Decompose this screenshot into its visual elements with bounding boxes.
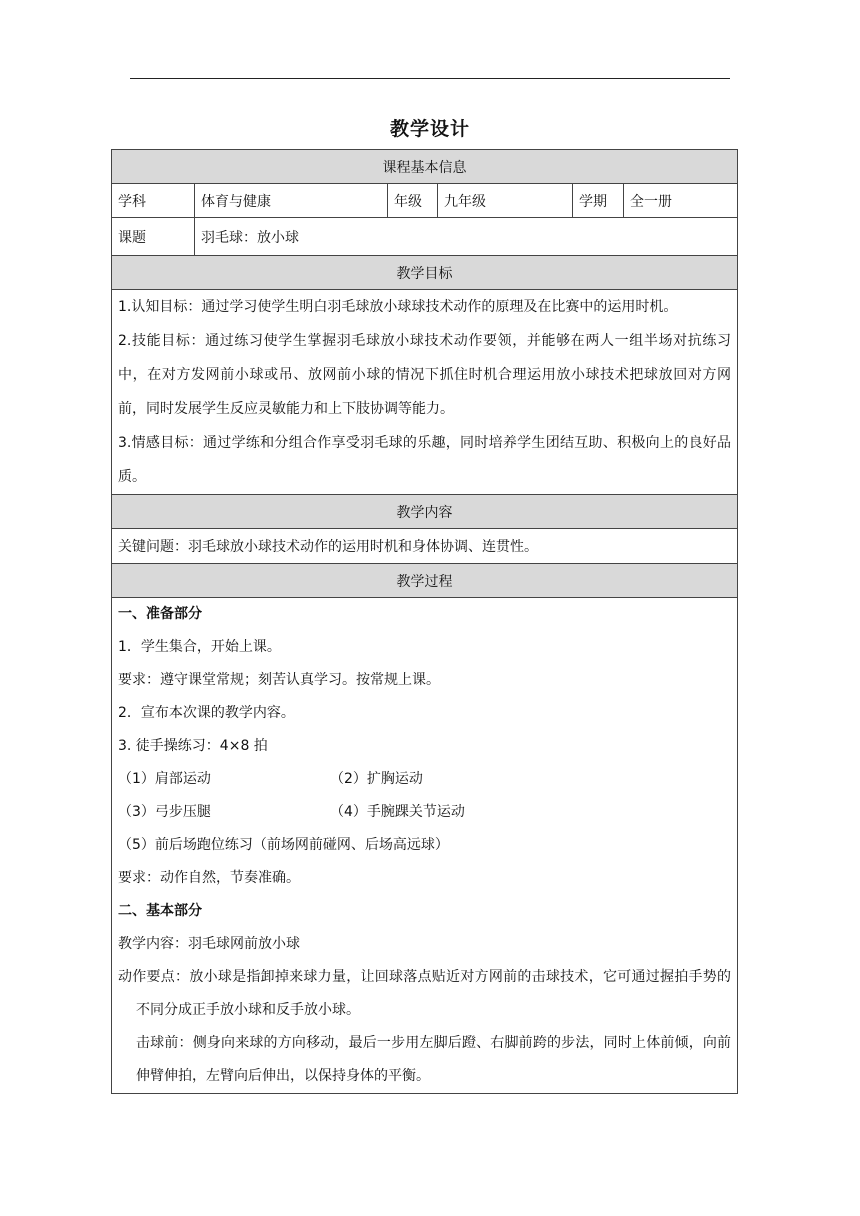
exercise-row-2 bbox=[118, 796, 731, 829]
section-header-basic-info: 课程基本信息 bbox=[112, 150, 738, 184]
process-header-row bbox=[112, 564, 738, 598]
before-hit bbox=[118, 1027, 731, 1093]
content-row bbox=[112, 529, 738, 564]
exercise-5: （5）前后场跑位练习（前场网前碰网、后场高远球） bbox=[118, 837, 449, 853]
basic-part-title: 二、基本部分 bbox=[118, 903, 202, 919]
prep-part-title: 一、准备部分 bbox=[118, 606, 202, 622]
prep-requirement-1: 要求：遵守课堂常规；刻苦认真学习。按常规上课。 bbox=[118, 672, 440, 688]
basic-info-header-row bbox=[112, 150, 738, 184]
prep-step-1: 1．学生集合，开始上课。 bbox=[118, 639, 281, 655]
goal-cognitive: 1.认知目标：通过学习使学生明白羽毛球放小球球技术动作的原理及在比赛中的运用时机。 bbox=[118, 299, 678, 315]
section-header-content: 教学内容 bbox=[112, 495, 738, 529]
grade-value: 九年级 bbox=[438, 184, 573, 218]
exercise-4: （4）手腕踝关节运动 bbox=[330, 804, 465, 820]
section-header-goals: 教学目标 bbox=[112, 256, 738, 290]
prep-requirement-2: 要求：动作自然，节奏准确。 bbox=[118, 870, 300, 886]
action-key-points: 动作要点：放小球是指卸掉来球力量，让回球落点贴近对方网前的击球技术，它可通过握拍手势的不同分成正手放小球和反手放小球。 bbox=[118, 969, 732, 1018]
goal-skill: 2.技能目标：通过练习使学生掌握羽毛球放小球技术动作要领，并能够在两人一组半场对抗练习中，在对方发网前小球或吊、放网前小球的情况下抓住时机合理运用放小球技术把球放回对方网前，同时发展学生反应灵敏能力和上下肢协调等能力。 bbox=[118, 333, 732, 417]
term-label: 学期 bbox=[573, 184, 624, 218]
prep-step-2: 2．宣布本次课的教学内容。 bbox=[118, 705, 295, 721]
exercise-2: （2）扩胸运动 bbox=[330, 771, 423, 787]
exercise-3: （3）弓步压腿 bbox=[118, 804, 211, 820]
section-header-process: 教学过程 bbox=[112, 564, 738, 598]
document-title: 教学设计 bbox=[389, 118, 470, 140]
exercise-1: （1）肩部运动 bbox=[118, 771, 211, 787]
goals-row bbox=[112, 290, 738, 495]
content-header-row bbox=[112, 495, 738, 529]
subject-label: 学科 bbox=[112, 184, 195, 218]
basic-content: 教学内容：羽毛球网前放小球 bbox=[118, 936, 300, 952]
topic-value: 羽毛球：放小球 bbox=[195, 218, 738, 256]
key-issue: 关键问题：羽毛球放小球技术动作的运用时机和身体协调、连贯性。 bbox=[112, 529, 738, 564]
grade-label: 年级 bbox=[388, 184, 438, 218]
lesson-design-table bbox=[111, 149, 738, 1094]
basic-info-row bbox=[112, 184, 738, 218]
subject-value: 体育与健康 bbox=[195, 184, 388, 218]
goals-header-row bbox=[112, 256, 738, 290]
process-row bbox=[112, 598, 738, 1094]
before-hit-text: 击球前：侧身向来球的方向移动，最后一步用左脚后蹬、右脚前跨的步法，同时上体前倾，向前伸臂伸拍，左臂向后伸出，以保持身体的平衡。 bbox=[136, 1035, 732, 1084]
prep-step-3: 3. 徒手操练习：4×8 拍 bbox=[118, 738, 268, 754]
topic-row bbox=[112, 218, 738, 256]
goal-affective: 3.情感目标：通过学练和分组合作享受羽毛球的乐趣，同时培养学生团结互助、积极向上的良好品质。 bbox=[118, 435, 732, 485]
header-rule bbox=[130, 78, 730, 79]
exercise-row-1 bbox=[118, 763, 731, 796]
term-value: 全一册 bbox=[624, 184, 738, 218]
topic-label: 课题 bbox=[112, 218, 195, 256]
